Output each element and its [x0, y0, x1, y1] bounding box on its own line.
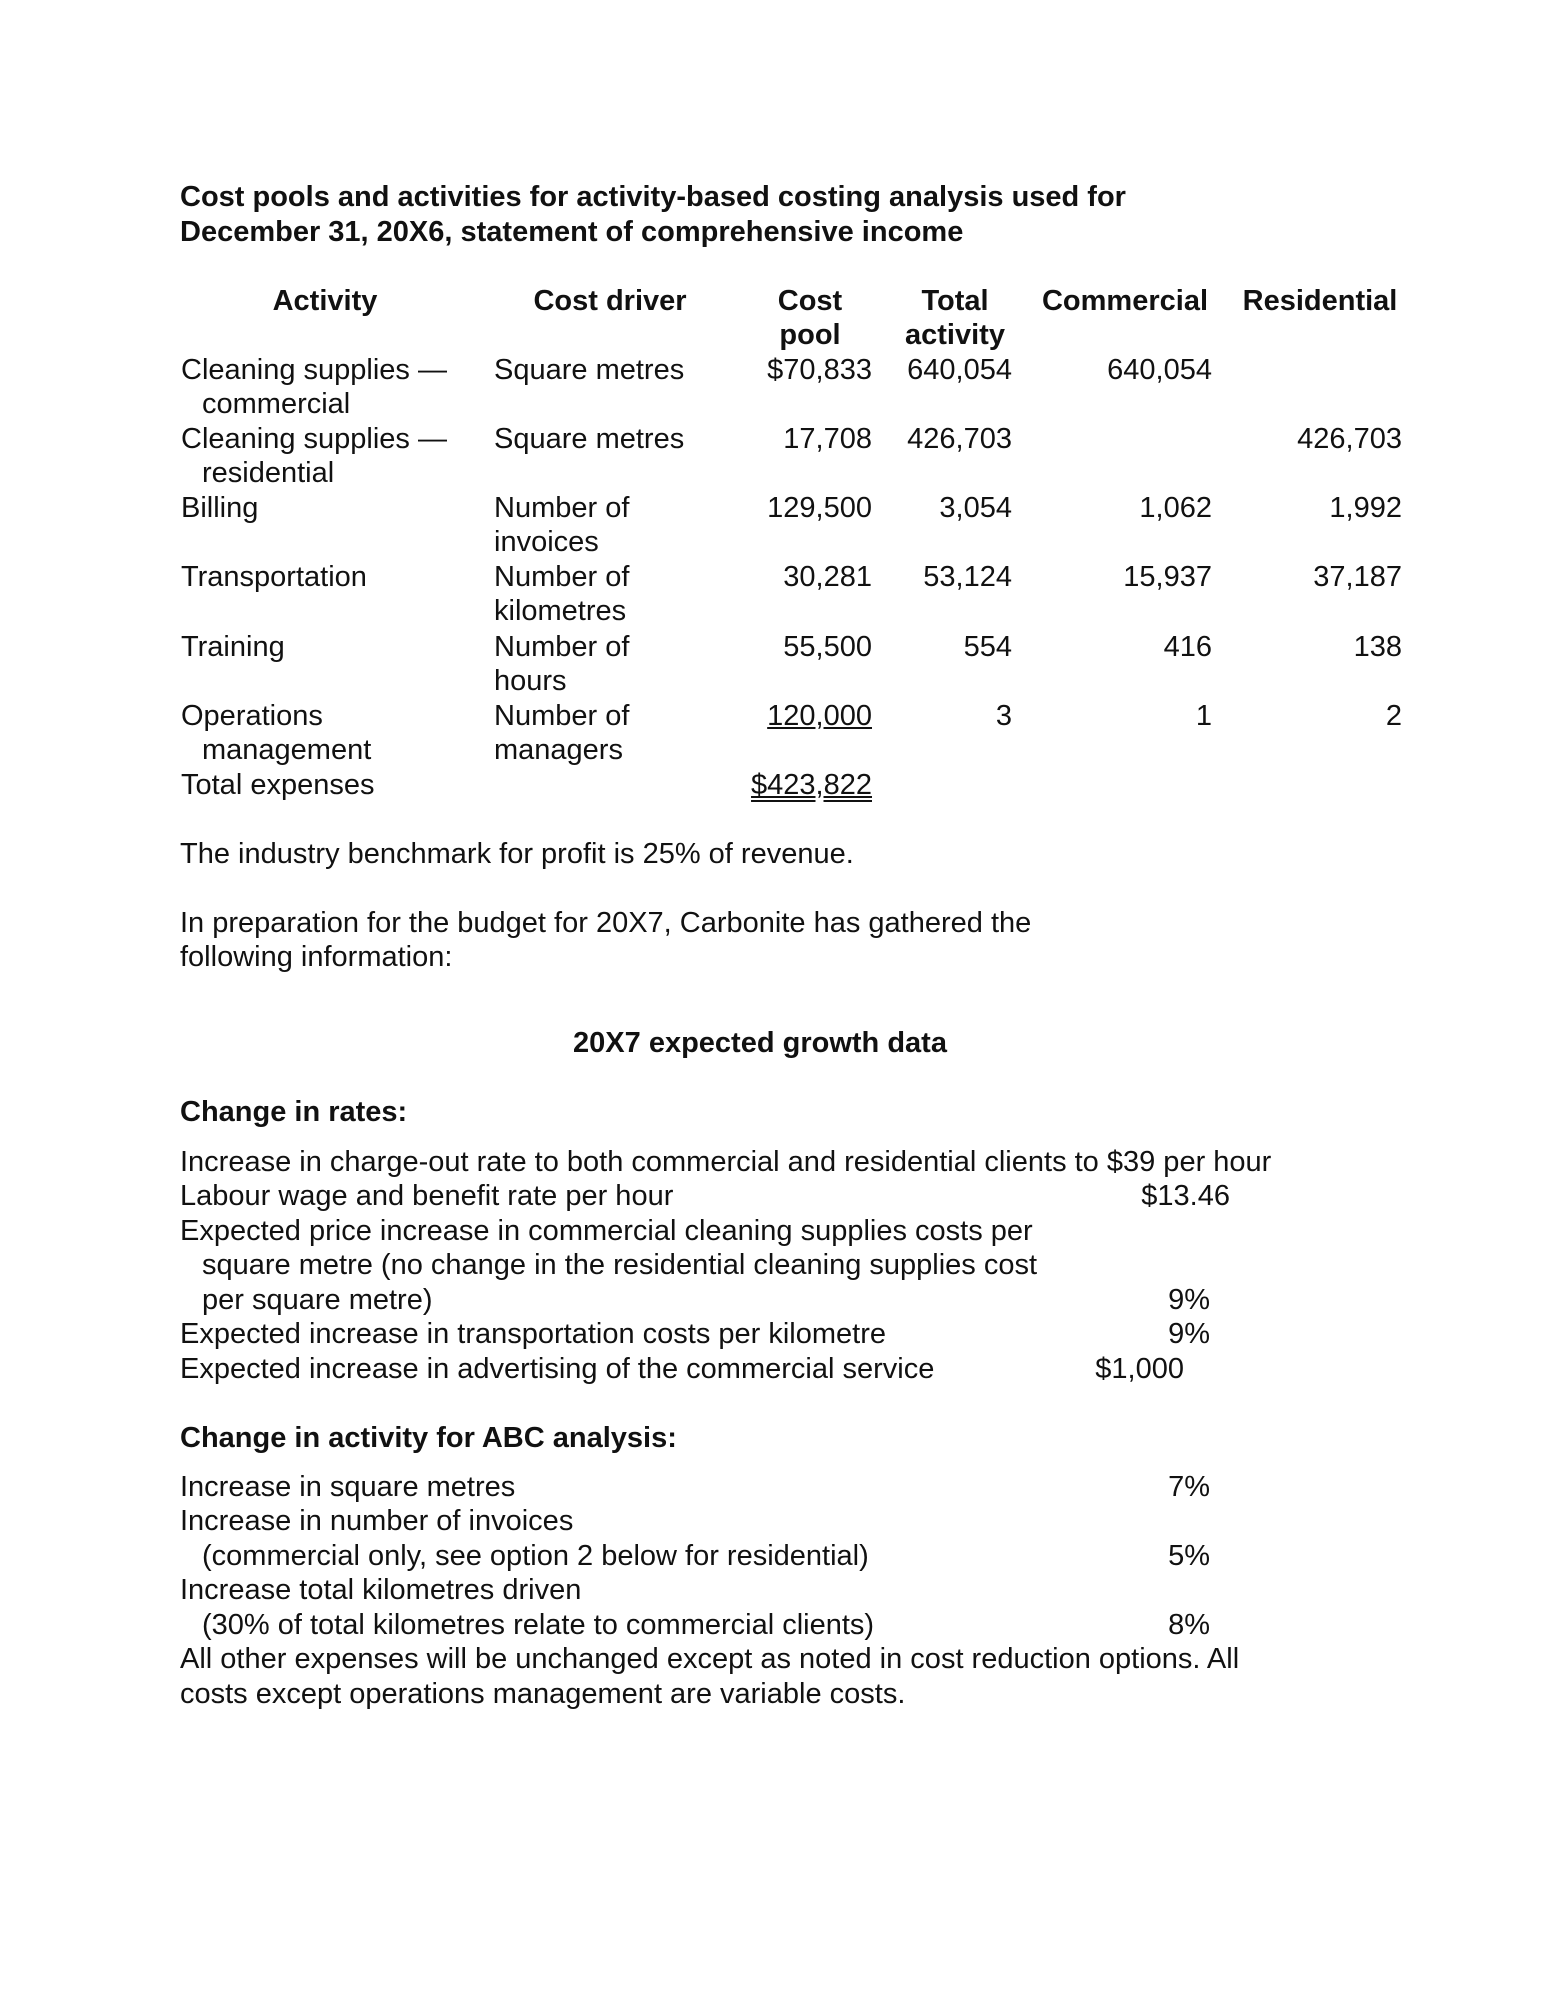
- activity-note-line-2: costs except operations management are variable costs.: [180, 1678, 906, 1710]
- row-driver-continued: invoices: [494, 526, 599, 558]
- row-activity-continued: management: [202, 734, 372, 766]
- activity-heading: Change in activity for ABC analysis:: [180, 1422, 677, 1454]
- header-total-activity-line-1: Total: [921, 285, 989, 317]
- row-activity: Transportation: [181, 561, 367, 593]
- rates-labour-value: $13.46: [1141, 1180, 1230, 1212]
- row-commercial: 15,937: [1123, 561, 1212, 593]
- row-commercial: 1: [1195, 700, 1212, 732]
- activity-sq-label: Increase in square metres: [180, 1471, 516, 1503]
- title-line-1: Cost pools and activities for activity-based costing analysis used for: [180, 181, 1126, 213]
- rates-price-line-1: Expected price increase in commercial cleaning supplies costs per: [180, 1215, 1033, 1247]
- activity-invoices-line-2: (commercial only, see option 2 below for residential): [202, 1540, 869, 1572]
- row-driver-continued: kilometres: [494, 595, 627, 627]
- title-line-2: December 31, 20X6, statement of comprehensive income: [180, 216, 964, 248]
- header-cost-pool-line-2: pool: [779, 319, 841, 351]
- row-total-activity: 3,054: [939, 492, 1012, 524]
- row-residential: 426,703: [1297, 423, 1402, 455]
- total-expenses-cell: [700, 768, 872, 803]
- row-cost-pool: 55,500: [783, 631, 872, 663]
- rates-charge-out-line: Increase in charge-out rate to both commercial and residential clients to $39 per hour: [180, 1146, 1272, 1178]
- row-driver: Number of: [494, 492, 630, 524]
- row-activity: Training: [181, 631, 285, 663]
- row-cost-pool-value: 120,000: [767, 700, 872, 732]
- activity-km-value: 8%: [1168, 1609, 1210, 1641]
- row-total-activity: 554: [963, 631, 1012, 663]
- row-driver-continued: managers: [494, 734, 623, 766]
- row-driver: Square metres: [494, 423, 685, 455]
- row-driver: Number of: [494, 631, 630, 663]
- header-residential: Residential: [1242, 285, 1398, 317]
- rates-price-line-3: per square metre): [202, 1284, 433, 1316]
- row-driver: Square metres: [494, 354, 685, 386]
- activity-sq-value: 7%: [1168, 1471, 1210, 1503]
- row-activity: Cleaning supplies —: [181, 354, 447, 386]
- row-commercial: 416: [1163, 631, 1212, 663]
- total-expenses-value: $423,822: [751, 769, 872, 801]
- row-commercial: 640,054: [1107, 354, 1212, 386]
- row-residential: 37,187: [1313, 561, 1402, 593]
- row-cost-pool: 129,500: [767, 492, 872, 524]
- rates-advert-label: Expected increase in advertising of the commercial service: [180, 1353, 935, 1385]
- header-cost-driver: Cost driver: [533, 285, 687, 317]
- header-commercial: Commercial: [1041, 285, 1208, 317]
- activity-note-line-1: All other expenses will be unchanged except as noted in cost reduction options. All: [180, 1643, 1240, 1675]
- row-total-activity: 426,703: [907, 423, 1012, 455]
- row-activity-continued: commercial: [202, 388, 351, 420]
- row-driver: Number of: [494, 561, 630, 593]
- rates-heading: Change in rates:: [180, 1096, 408, 1128]
- row-activity: Billing: [181, 492, 259, 524]
- row-activity: Cleaning supplies —: [181, 423, 447, 455]
- growth-data-title: 20X7 expected growth data: [573, 1027, 947, 1059]
- rates-advert-value: $1,000: [1095, 1353, 1184, 1385]
- row-residential: 1,992: [1329, 492, 1402, 524]
- rates-transport-value: 9%: [1168, 1318, 1210, 1350]
- row-cost-pool: 30,281: [783, 561, 872, 593]
- total-expenses-label: Total expenses: [181, 769, 375, 801]
- row-driver: Number of: [494, 700, 630, 732]
- header-total-activity-line-2: activity: [905, 319, 1005, 351]
- benchmark-text: The industry benchmark for profit is 25% of revenue.: [180, 838, 854, 870]
- rates-transport-label: Expected increase in transportation costs per kilometre: [180, 1318, 887, 1350]
- activity-km-line-2: (30% of total kilometres relate to commercial clients): [202, 1609, 875, 1641]
- activity-km-line-1: Increase total kilometres driven: [180, 1574, 582, 1606]
- row-residential: 2: [1385, 700, 1402, 732]
- prep-line-2: following information:: [180, 941, 453, 973]
- row-total-activity: 53,124: [923, 561, 1012, 593]
- activity-invoices-value: 5%: [1168, 1540, 1210, 1572]
- rates-price-line-2: square metre (no change in the residential cleaning supplies cost: [202, 1249, 1038, 1281]
- row-activity-continued: residential: [202, 457, 335, 489]
- row-cost-pool: $70,833: [767, 354, 872, 386]
- row-driver-continued: hours: [494, 665, 567, 697]
- row-residential: 138: [1353, 631, 1402, 663]
- row-commercial: 1,062: [1139, 492, 1212, 524]
- rates-price-value: 9%: [1168, 1284, 1210, 1316]
- prep-line-1: In preparation for the budget for 20X7, Carbonite has gathered the: [180, 907, 1032, 939]
- row-total-activity: 3: [995, 700, 1012, 732]
- row-activity: Operations: [181, 700, 323, 732]
- header-activity: Activity: [272, 285, 378, 317]
- row-cost-pool: [700, 699, 872, 734]
- rates-labour-label: Labour wage and benefit rate per hour: [180, 1180, 674, 1212]
- activity-invoices-line-1: Increase in number of invoices: [180, 1505, 574, 1537]
- row-total-activity: 640,054: [907, 354, 1012, 386]
- header-cost-pool-line-1: Cost: [777, 285, 843, 317]
- row-cost-pool: 17,708: [783, 423, 872, 455]
